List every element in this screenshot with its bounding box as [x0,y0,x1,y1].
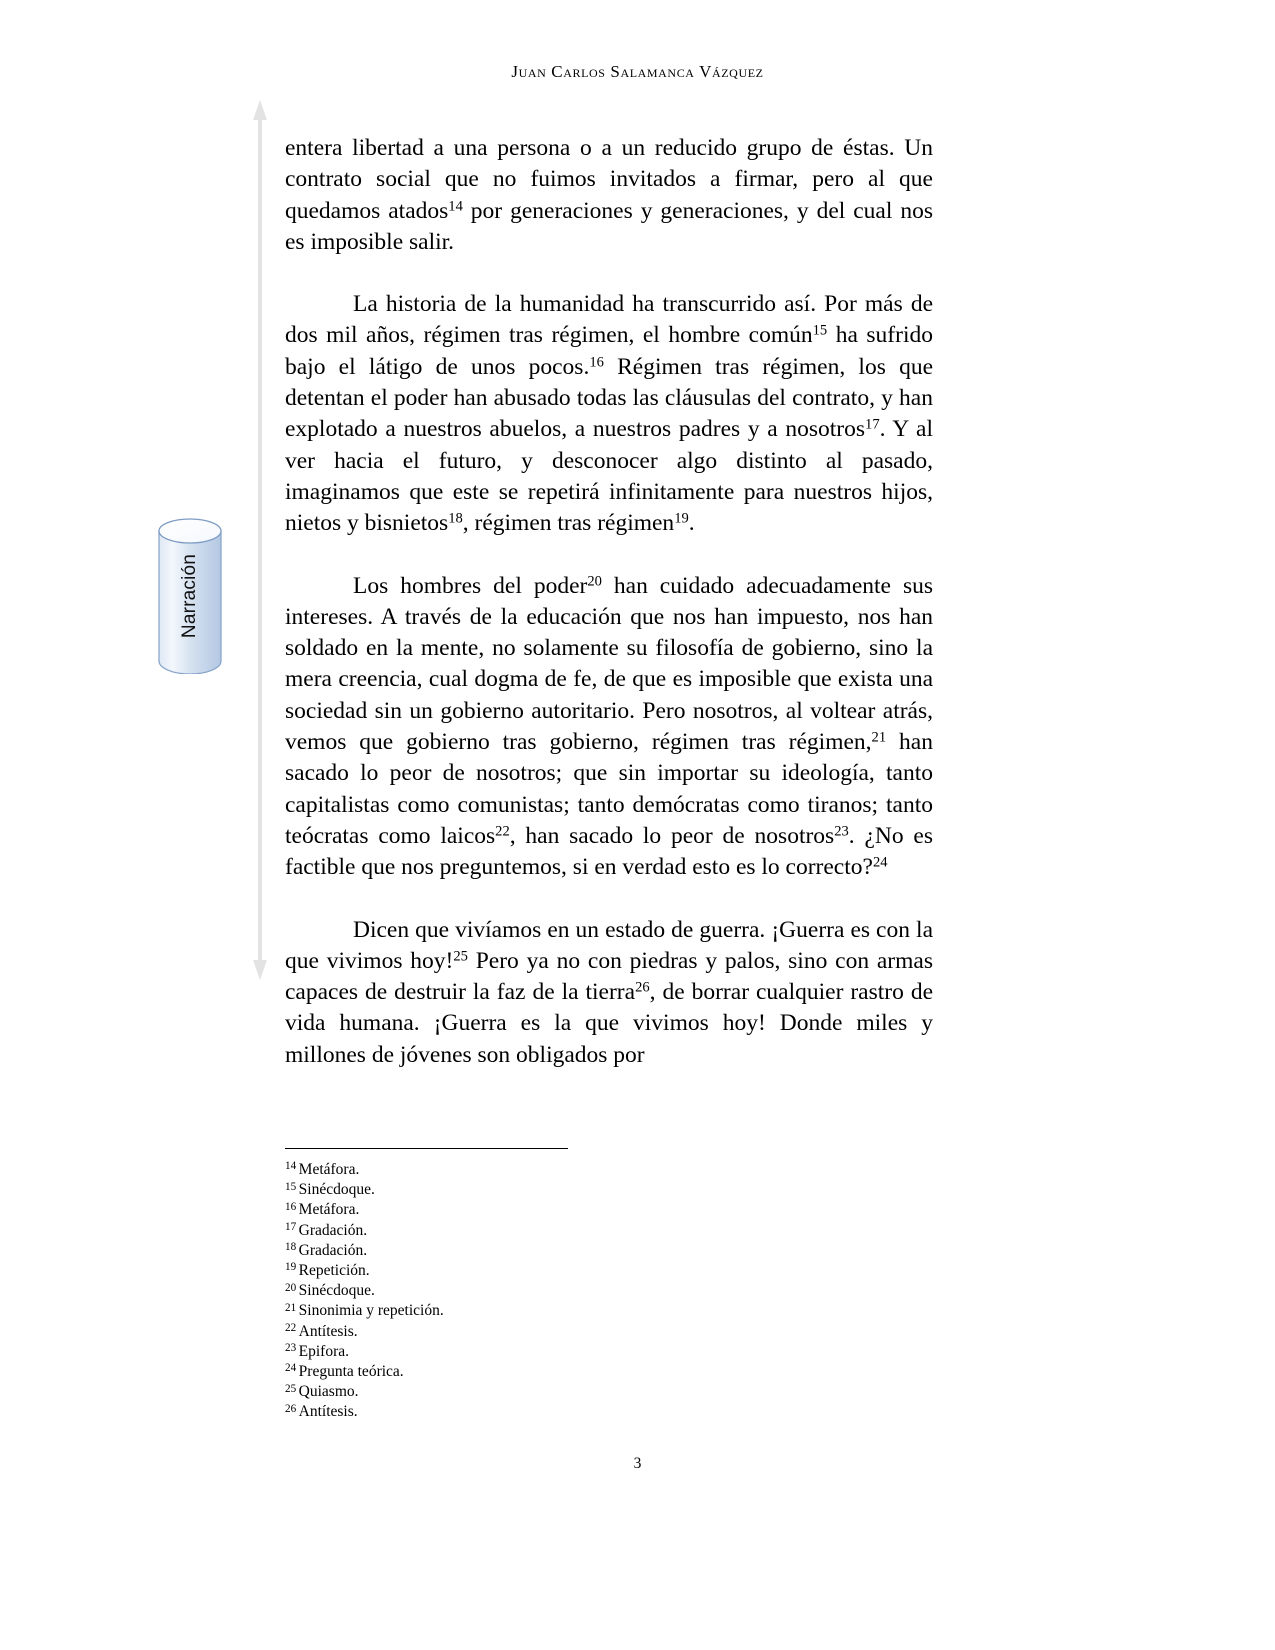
footnote-number[interactable]: 15 [285,1180,297,1193]
cylinder-label: Narración [179,553,200,639]
footnote-item [285,1362,935,1382]
scope-double-arrow [250,100,270,980]
paragraph-2: La historia de la humanidad ha transcurrido así. Por más de dos mil años, régimen tras régimen, el hombre común$^{15}$ ha sufrido bajo el látigo de unos pocos.$^{16}$ Régimen tras régimen, los que detentan el poder han abusado todas las cláusulas del contrato, y han explotado a nuestros abuelos, a nuestros padres y a nosotros$^{17}$. Y al ver hacia el futuro, y desconocer algo distinto al pasado, imaginamos que este se repetirá infinitamente para nuestros hijos, nietos y bisnietos$^{18}$, régimen tras régimen$^{19}$. [285,291,934,537]
footnote-text: Pregunta teórica. [298,1363,404,1381]
running-head: Juan Carlos Salamanca Vázquez [511,62,764,81]
footnote-text: Gradación. [298,1221,368,1239]
body-text-column [285,133,933,1071]
footnote-text: Metáfora. [298,1201,360,1219]
footnote-ref-22[interactable]: 22 [495,823,510,840]
footnote-number[interactable]: 17 [285,1220,297,1233]
footnote-item [285,1281,935,1301]
footnote-item [285,1402,935,1422]
footnote-ref-26[interactable]: 26 [635,979,650,996]
footnote-number[interactable]: 24 [285,1362,297,1375]
footnote-number[interactable]: 21 [285,1301,297,1314]
footnote-ref-19[interactable]: 19 [674,510,689,527]
footnote-number[interactable]: 19 [285,1261,297,1274]
footnote-item [285,1241,935,1261]
footnote-ref-24[interactable]: 24 [872,854,888,871]
footnote-text: Quiasmo. [298,1383,359,1401]
footnote-number[interactable]: 23 [285,1342,297,1355]
cylinder-icon [158,518,222,674]
footnote-number[interactable]: 20 [285,1281,297,1294]
footnote-ref-17[interactable]: 17 [865,416,880,433]
footnote-item [285,1261,935,1281]
footnote-ref-21[interactable]: 21 [871,729,887,746]
footnote-text: Sinonimia y repetición. [298,1302,444,1320]
footnote-text: Metáfora. [298,1161,360,1178]
footnote-ref-25[interactable]: 25 [453,948,468,965]
footnote-item [285,1322,935,1342]
scope-double-arrow-icon [250,100,270,980]
footnote-ref-15[interactable]: 15 [812,322,828,339]
paragraph-3: Los hombres del poder$^{20}$ han cuidado adecuadamente sus intereses. A través de la educación que nos han impuesto, nos han soldado en la mente, no solamente su filosofía de gobierno, sino la mera creencia, cual dogma de fe, de que es imposible que exista una sociedad sin un gobierno autoritario. Pero nosotros, al voltear atrás, vemos que gobierno tras gobierno, régimen tras régimen,$^{21}$ han sacado lo peor de nosotros; que sin importar su ideología, tanto capitalistas como comunistas; tanto demócratas como tiranos; tanto teócratas como laicos$^{22}$, han sacado lo peor de nosotros$^{23}$. ¿No es factible que nos preguntemos, si en verdad esto es lo correcto?$^{24}$ [285,572,933,881]
footnote-item [285,1342,935,1362]
footnote-item [285,1160,935,1180]
footnote-ref-20[interactable]: 20 [587,573,602,589]
footnote-item [285,1200,935,1220]
footnote-separator-rule [285,1148,568,1149]
footnote-item [285,1382,935,1402]
footnote-number[interactable]: 14 [285,1160,297,1173]
footnote-text: Antítesis. [298,1322,358,1340]
footnote-ref-23[interactable]: 23 [834,823,849,840]
paragraph-4: Dicen que vivíamos en un estado de guerra. ¡Guerra es con la que vivimos hoy!$^{25}$ Pero ya no con piedras y palos, sino con armas capaces de destruir la faz de la tierra$^{26}$, de borrar cualquier rastro de vida humana. ¡Guerra es la que vivimos hoy! Donde miles y millones de jóvenes son obligados por [285,916,934,1068]
footnote-number[interactable]: 25 [285,1382,297,1395]
footnote-ref-14[interactable]: 14 [448,198,463,215]
footnote-item [285,1180,935,1200]
paragraph-1: entera libertad a una persona o a un reducido grupo de éstas. Un contrato social que no fuimos invitados a firmar, pero al que quedamos atados$^{14}$ por generaciones y generaciones, y del cual nos es imposible salir. [285,135,933,255]
footnote-list [285,1160,935,1423]
footnote-text: Gradación. [298,1241,368,1259]
footnote-number[interactable]: 16 [285,1200,297,1213]
footnote-text: Antítesis. [298,1403,358,1421]
footnote-item [285,1301,935,1321]
page-number: 3 [633,1455,642,1472]
footnote-ref-16[interactable]: 16 [589,354,604,371]
footnote-number[interactable]: 18 [285,1241,297,1254]
footnote-text: Sinécdoque. [298,1181,375,1199]
footnote-text: Repetición. [298,1262,370,1280]
narracion-cylinder-callout[interactable] [158,518,222,674]
footnote-text: Sinécdoque. [298,1282,375,1300]
footnote-number[interactable]: 22 [285,1321,297,1334]
footnote-text: Epifora. [298,1342,350,1360]
footnote-number[interactable]: 26 [285,1402,297,1415]
footnote-ref-18[interactable]: 18 [448,510,463,527]
footnote-item [285,1221,935,1241]
